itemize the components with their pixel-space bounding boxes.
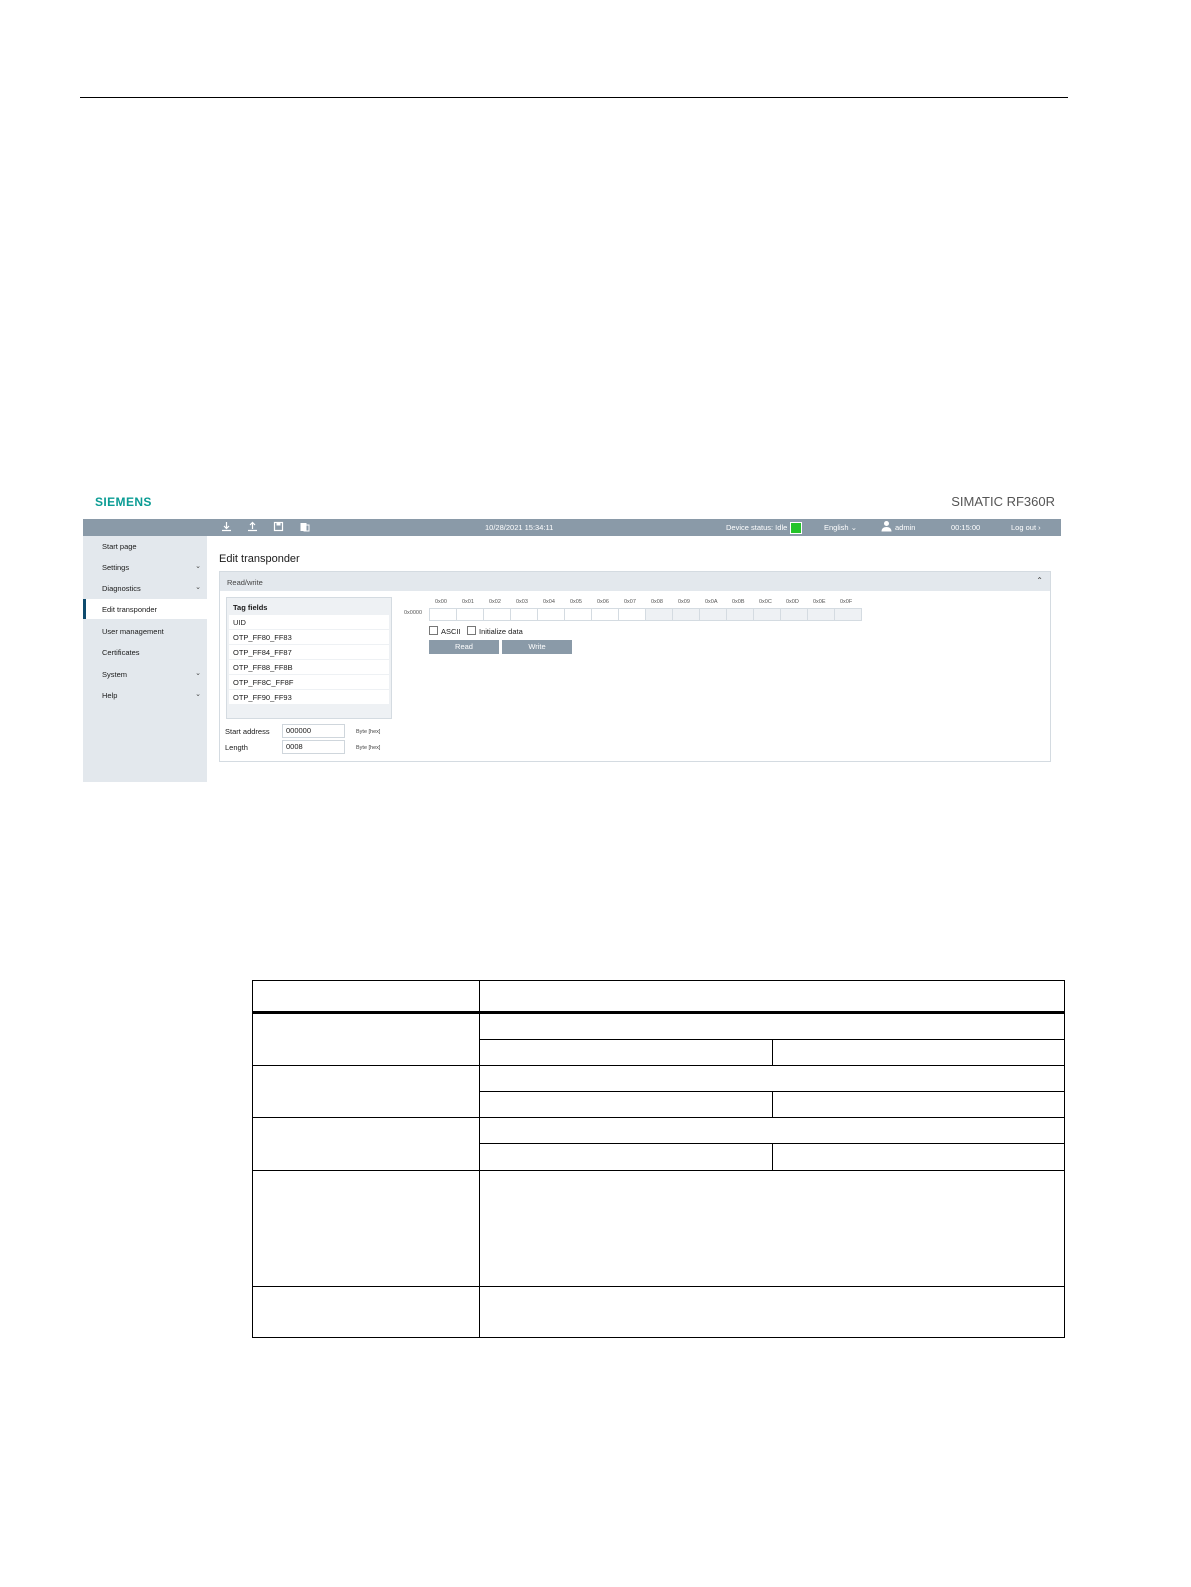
- hex-column-header: 0x0F: [840, 599, 853, 605]
- table-rule: [772, 1091, 773, 1118]
- product-name: SIMATIC RF360R: [951, 494, 1055, 509]
- hex-column-header: 0x09: [678, 599, 690, 605]
- hex-column-header: 0x03: [516, 599, 528, 605]
- brand-logo: SIEMENS: [95, 495, 152, 509]
- hex-cell[interactable]: [645, 608, 673, 621]
- sidebar-item-start-page[interactable]: [83, 536, 207, 556]
- hex-cell[interactable]: [807, 608, 835, 621]
- top-toolbar: [83, 519, 1061, 536]
- list-item[interactable]: [229, 615, 389, 629]
- sidebar-item-label: Help: [102, 691, 118, 700]
- hex-column-header: 0x0C: [759, 599, 772, 605]
- table-rule: [772, 1143, 773, 1171]
- length-label: Length: [225, 743, 248, 752]
- checkbox-icon: [429, 626, 438, 635]
- hex-column-header: 0x06: [597, 599, 609, 605]
- save-icon[interactable]: [272, 521, 285, 534]
- hex-column-header: 0x02: [489, 599, 501, 605]
- sidebar-item-system[interactable]: [83, 664, 207, 684]
- screenshot-figure: [83, 490, 1061, 782]
- start-address-label: Start address: [225, 727, 270, 736]
- panel-title: Read/write: [227, 578, 263, 587]
- datetime: 10/28/2021 15:34:11: [485, 523, 554, 532]
- page-header-rule: [80, 97, 1068, 98]
- read-write-panel: [219, 571, 1051, 762]
- table-rule: [252, 1286, 1065, 1287]
- hex-row-address: 0x0000: [404, 610, 423, 616]
- hex-cell[interactable]: [483, 608, 511, 621]
- table-rule: [772, 1039, 773, 1066]
- sidebar-item-label: Diagnostics: [102, 584, 141, 593]
- length-unit: Byte [hex]: [356, 745, 381, 751]
- hex-column-header: 0x00: [435, 599, 447, 605]
- sidebar-item-label: Settings: [102, 563, 130, 572]
- logout-link[interactable]: [1011, 523, 1041, 532]
- table-rule: [252, 980, 253, 1338]
- list-item[interactable]: [229, 645, 389, 659]
- tag-fields-header-label: Tag fields: [233, 603, 268, 612]
- sidebar-item-label: Start page: [102, 542, 137, 551]
- hex-cell[interactable]: [537, 608, 565, 621]
- hex-column-header: 0x01: [462, 599, 474, 605]
- hex-column-header: 0x05: [570, 599, 582, 605]
- sidebar-item-settings[interactable]: [83, 557, 207, 577]
- hex-column-header: 0x04: [543, 599, 555, 605]
- hex-cell[interactable]: [564, 608, 592, 621]
- hex-cell[interactable]: [510, 608, 538, 621]
- tag-field-label: OTP_FF80_FF83: [233, 633, 292, 642]
- chevron-down-icon: ⌄: [195, 584, 201, 591]
- hex-cell[interactable]: [672, 608, 700, 621]
- ascii-label: ASCII: [441, 627, 461, 636]
- checkbox-icon: [467, 626, 476, 635]
- write-button[interactable]: Write: [502, 640, 572, 654]
- hex-cell[interactable]: [429, 608, 457, 621]
- table-rule: [252, 1065, 1065, 1066]
- list-item[interactable]: [229, 690, 389, 704]
- chevron-down-icon: ⌄: [195, 670, 201, 677]
- hex-cell[interactable]: [834, 608, 862, 621]
- download-icon[interactable]: [220, 521, 233, 534]
- chevron-down-icon: ⌄: [195, 563, 201, 570]
- sidebar-item-label: Certificates: [102, 648, 140, 657]
- hex-column-header: 0x0B: [732, 599, 745, 605]
- initialize-data-checkbox[interactable]: [467, 626, 523, 636]
- device-status: Device status: Idle: [726, 523, 788, 532]
- language-label: English: [824, 523, 849, 532]
- page-title: Edit transponder: [219, 553, 300, 565]
- tag-fields-header: [229, 600, 389, 614]
- hex-cell[interactable]: [456, 608, 484, 621]
- chevron-down-icon: ⌄: [195, 691, 201, 698]
- list-item[interactable]: [229, 630, 389, 644]
- start-address-input[interactable]: 000000: [282, 724, 345, 738]
- sidebar-item-label: Edit transponder: [102, 605, 158, 614]
- language-select[interactable]: [824, 523, 857, 532]
- table-rule: [252, 980, 1065, 981]
- user-name: admin: [895, 523, 916, 532]
- hex-column-header: 0x0D: [786, 599, 799, 605]
- status-led-icon: [790, 522, 802, 534]
- hex-column-header: 0x07: [624, 599, 636, 605]
- tag-field-label: UID: [233, 618, 246, 627]
- chevron-down-icon: ⌄: [850, 523, 857, 532]
- table-rule: [252, 1117, 1065, 1118]
- table-rule: [252, 1337, 1065, 1338]
- logout-label: Log out: [1011, 523, 1037, 532]
- list-item[interactable]: [229, 660, 389, 674]
- user-icon: [880, 520, 893, 533]
- table-rule: [252, 1170, 1065, 1171]
- hex-column-header: 0x0E: [813, 599, 826, 605]
- tag-field-label: OTP_FF8C_FF8F: [233, 678, 294, 687]
- initialize-data-label: Initialize data: [479, 627, 523, 636]
- sidebar-item-label: System: [102, 670, 128, 679]
- hex-cell[interactable]: [726, 608, 754, 621]
- panel-header[interactable]: [220, 572, 1050, 591]
- sidebar-item-edit-transponder[interactable]: [83, 599, 207, 619]
- sidebar-item-certificates[interactable]: [83, 642, 207, 662]
- hex-cell[interactable]: [753, 608, 781, 621]
- sidebar: [83, 536, 207, 782]
- sidebar-item-diagnostics[interactable]: [83, 578, 207, 598]
- hex-cell[interactable]: [780, 608, 808, 621]
- ascii-checkbox[interactable]: [429, 626, 461, 636]
- sidebar-item-user-management[interactable]: [83, 621, 207, 641]
- chevron-right-icon: ›: [1038, 523, 1041, 532]
- hex-cell[interactable]: [618, 608, 646, 621]
- hex-cell[interactable]: [699, 608, 727, 621]
- session-timer: 00:15:00: [951, 523, 981, 532]
- length-input[interactable]: 0008: [282, 740, 345, 754]
- tag-fields-list: [226, 597, 392, 719]
- table-rule: [479, 980, 480, 1338]
- hex-column-header: 0x08: [651, 599, 663, 605]
- tag-field-label: OTP_FF90_FF93: [233, 693, 292, 702]
- hex-column-header: 0x0A: [705, 599, 718, 605]
- read-button[interactable]: Read: [429, 640, 499, 654]
- clipboard-icon[interactable]: [298, 521, 311, 534]
- tag-field-label: OTP_FF88_FF8B: [233, 663, 293, 672]
- start-address-unit: Byte [hex]: [356, 729, 381, 735]
- table-rule: [252, 1011, 1065, 1014]
- sidebar-item-label: User management: [102, 627, 164, 636]
- sidebar-item-help[interactable]: [83, 685, 207, 705]
- tag-field-label: OTP_FF84_FF87: [233, 648, 292, 657]
- hex-cell[interactable]: [591, 608, 619, 621]
- upload-icon[interactable]: [246, 521, 259, 534]
- main-content: [207, 536, 1061, 782]
- table-rule: [1064, 980, 1065, 1338]
- chevron-up-icon: ⌃: [1036, 576, 1043, 585]
- list-item[interactable]: [229, 675, 389, 689]
